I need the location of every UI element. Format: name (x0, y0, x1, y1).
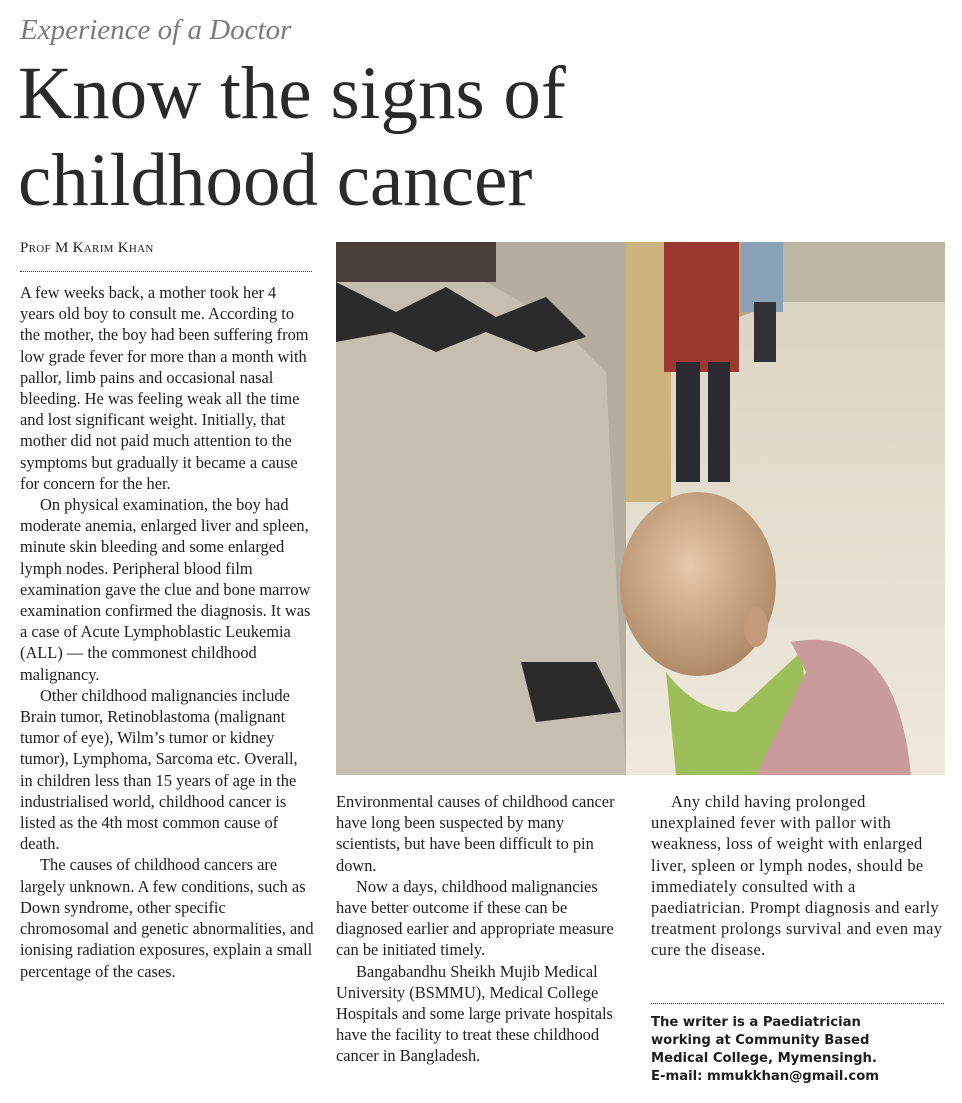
headline-line-2: childhood cancer (18, 139, 533, 222)
paragraph: Now a days, childhood malignancies have better outcome if these can be diagnosed earlier and appropriate measure can be initiated timely. (336, 876, 614, 960)
headline (18, 50, 918, 224)
headline-line-1: Know the signs of (18, 52, 566, 135)
bio-line: working at Community Based (651, 1033, 870, 1048)
paragraph: On physical examination, the boy had moderate anemia, enlarged liver and spleen, minute skin bleeding and some enlarged lymph nodes. Peripheral blood film examination gave the clue and bone marrow examination confirmed the diagnosis. It was a case of Acute Lymphoblastic Leukemia (ALL) — the commonest childhood malignancy. (20, 495, 311, 684)
bio-line: Medical College, Mymensingh. (651, 1051, 877, 1066)
hospital-corridor-photo (336, 242, 945, 775)
byline-divider (20, 271, 312, 272)
paragraph: Environmental causes of childhood cancer have long been suspected by many scientists, but have been difficult to pin down. (336, 792, 615, 875)
section-kicker: Experience of a Doctor (20, 14, 292, 46)
paragraph: Any child having prolonged unexplained fever with pallor with weakness, loss of weight with enlarged liver, spleen or lymph nodes, should be immediately consulted with a paediatrician. Prompt diagnosis and early treatment prolongs survival and even may cure the disease. (651, 792, 943, 960)
bio-divider (651, 1003, 944, 1004)
byline: Prof M Karim Khan (20, 240, 154, 256)
article-column-3 (651, 791, 946, 961)
bio-line: The writer is a Paediatrician (651, 1015, 861, 1030)
article-column-1 (20, 282, 314, 982)
paragraph: The causes of childhood cancers are largely unknown. A few conditions, such as Down syndrome, other specific chromosomal and genetic abnormalities, and ionising radiation exposures, explain a small percentage of the cases. (20, 855, 314, 981)
article-column-2 (336, 791, 632, 1067)
paragraph: Other childhood malignancies include Brain tumor, Retinoblastoma (malignant tumor of eye), Wilm’s tumor or kidney tumor), Lymphoma, Sarcoma etc. Overall, in children less than 15 years of age in the industrialised world, childhood cancer is listed as the 4th most common cause of death. (20, 685, 298, 854)
author-bio (651, 1014, 951, 1086)
paragraph: Bangabandhu Sheikh Mujib Medical University (BSMMU), Medical College Hospitals and some large private hospitals have the facility to treat these childhood cancer in Bangladesh. (336, 961, 613, 1066)
paragraph: A few weeks back, a mother took her 4 years old boy to consult me. According to the mother, the boy had been suffering from low grade fever for more than a month with pallor, limb pains and occasional nasal bleeding. He was feeling weak all the time and lost significant weight. Initially, that mother did not paid much attention to the symptoms but gradually it became a cause for concern for the her. (20, 283, 309, 493)
author-email[interactable]: E-mail: mmukkhan@gmail.com (651, 1069, 880, 1084)
